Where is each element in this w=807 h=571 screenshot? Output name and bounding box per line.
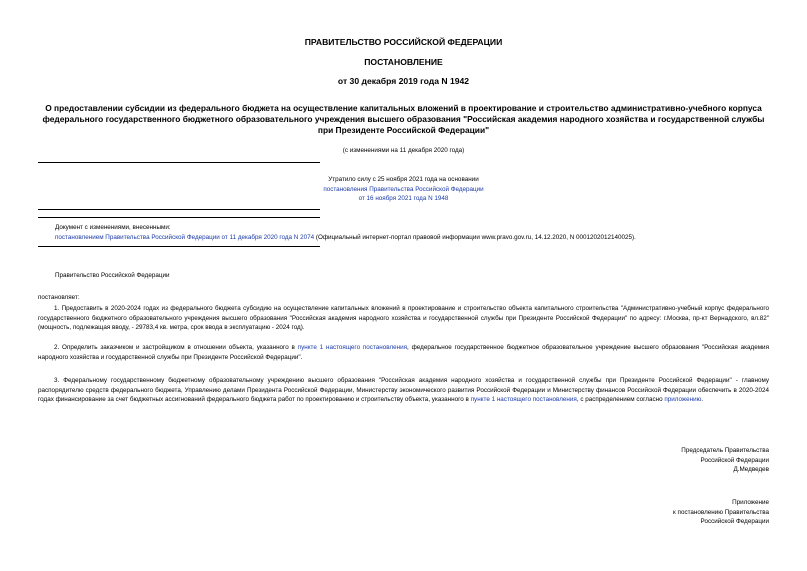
lapsed-link-line2[interactable]: от 16 ноября 2021 года N 1948 (358, 195, 449, 202)
p3-text-a: 3. Федеральному государственному бюджетному образовательному учреждению высшего образования "Российская академия народного хозяйства и государственной службы при Президенте Российской Федерации" - главному распорядителю средств федерального бюджета, Управлению делами Президента Российской Федерации, Министерству экономического развития Российской Федерации и Министерству финансов Российской Федерации обеспечить в 2020-2024 годах финансирование за счет бюджетных ассигнований федерального бюджета работ по проектированию и строительству объекта, указанного в (38, 377, 769, 403)
document-date-number: от 30 декабря 2019 года N 1942 (337, 76, 470, 86)
lapsed-notice (0, 175, 807, 204)
divider (38, 246, 320, 247)
annex-line-1: Приложение (732, 499, 769, 506)
signature-line-3: Д.Медведев (733, 466, 769, 473)
p3-link-annex[interactable]: приложению (664, 396, 702, 403)
amendment-source: (Официальный интернет-портал правовой информации www.pravo.gov.ru, 14.12.2020, N 0001202012140025). (314, 233, 636, 241)
amendment-link[interactable]: постановлением Правительства Российской Федерации от 11 декабря 2020 года N 2074 (55, 233, 315, 241)
divider (38, 217, 320, 218)
p2-text-b: , федеральное государственное бюджетное образовательное учреждение высшего образования "Российская академия народного хозяйства и государственной службы при Президенте Российской Федерации". (38, 344, 769, 361)
paragraph-3 (38, 376, 769, 405)
p3-link-point-1[interactable]: пункте 1 настоящего постановления (470, 396, 577, 403)
government-rf: Правительство Российской Федерации (55, 272, 170, 279)
changes-label: Документ с изменениями, внесенными: (55, 224, 171, 231)
government-heading: ПРАВИТЕЛЬСТВО РОССИЙСКОЙ ФЕДЕРАЦИИ (304, 37, 503, 47)
annex-block (673, 498, 769, 527)
document-type: ПОСТАНОВЛЕНИЕ (364, 57, 443, 67)
annex-line-2: к постановлению Правительства (673, 508, 769, 516)
document-title: О предоставлении субсидии из федерального бюджета на осуществление капитальных вложений в проектирование и строительство административно-учебного корпуса федерального государственного бюджетного образовательного учреждения высшего образования "Российская академия народного хозяйства и государственной службы при Президенте Российской Федерации" (42, 103, 765, 135)
signature-block (681, 446, 769, 475)
lapsed-text: Утратило силу с 25 ноября 2021 года на основании (328, 176, 479, 183)
p3-text-c: . (701, 396, 704, 403)
p3-text-b: , с распределением согласно (576, 396, 665, 403)
lapsed-link-line1[interactable]: постановления Правительства Российской Федерации (323, 185, 484, 193)
p2-text-a: 2. Определить заказчиком и застройщиком в отношении объекта, указанного в (54, 344, 298, 351)
signature-line-2: Российской Федерации (700, 456, 769, 464)
paragraph-2 (38, 343, 769, 362)
p2-link-point-1[interactable]: пункте 1 настоящего постановления (297, 344, 408, 351)
decrees-word: постановляет: (38, 294, 80, 301)
changes-note: (с изменениями на 11 декабря 2020 года) (342, 147, 465, 154)
paragraph-1: 1. Предоставить в 2020-2024 годах из федерального бюджета субсидию на осуществление капитальных вложений в проектирование и строительство объекта капитального строительства "Административно-учебный корпус федерального государственного бюджетного образовательного учреждения высшего образования "Российская академия народного хозяйства и государственной службы при Президенте Российской Федерации" по адресу: г.Москва, пр-кт Вернадского, вл.82" (мощность, подлежащая вводу, - 29783,4 кв. метра, срок ввода в эксплуатацию - 2024 год). (38, 305, 769, 331)
document-changes (55, 223, 785, 242)
annex-line-3: Российской Федерации (700, 518, 769, 525)
divider (38, 162, 320, 163)
signature-line-1: Председатель Правительства (681, 447, 769, 454)
divider (38, 209, 320, 210)
